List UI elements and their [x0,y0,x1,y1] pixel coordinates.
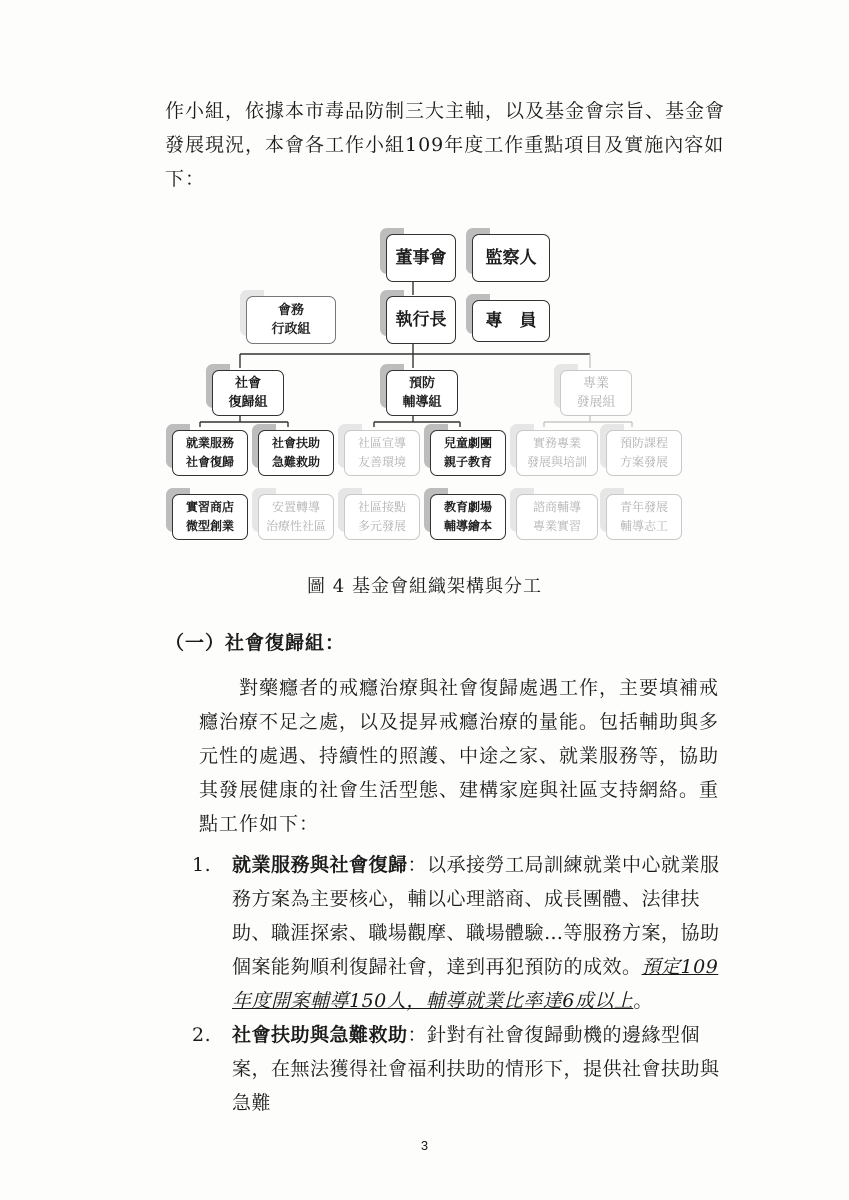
board-box: 董事會 [386,234,456,282]
intro-line: 發展現況，本會各工作小組109年度工作重點項目及實施內容如 [165,134,725,156]
task-community-advocacy: 社區宣導 友善環境 [344,430,420,476]
task-education-theater: 教育劇場 輔導繪本 [430,494,506,540]
task-social-aid: 社會扶助 急難救助 [258,430,334,476]
task-practical-training: 實務專業 發展與培訓 [516,430,598,476]
admin-group-box: 會務 行政組 [246,296,336,344]
group-prevention-guidance: 預防 輔導組 [386,370,458,416]
page-number: 3 [420,1138,429,1153]
intro-line: 作小組，依據本市毒品防制三大主軸，以及基金會宗旨、基金會 [165,100,726,122]
list-item-number: 2. [192,1024,212,1046]
list-item-body [232,848,732,1018]
task-prevention-course: 預防課程 方案發展 [606,430,682,476]
ceo-box: 執行長 [386,296,456,344]
task-placement-community: 安置轉導 治療性社區 [258,494,334,540]
list-item-number: 1. [192,854,212,876]
group-professional-development: 專業 發展組 [560,370,632,416]
group-social-reintegration: 社會 復歸組 [212,370,284,416]
section-paragraph [199,671,719,841]
intro-paragraph [165,94,735,196]
intro-line: 下： [165,168,206,190]
task-counseling-internship: 諮商輔導 專業實習 [516,494,598,540]
task-youth-volunteers: 青年發展 輔導志工 [606,494,682,540]
task-community-contact: 社區接點 多元發展 [344,494,420,540]
task-internship-store: 實習商店 微型創業 [172,494,248,540]
specialist-box: 專 員 [472,300,550,342]
supervisor-box: 監察人 [472,234,550,282]
list-item [192,848,732,1018]
list-item-body [232,1018,732,1120]
list-item [192,1018,732,1120]
list-item-title: 就業服務與社會復歸 [232,854,408,876]
task-children-theater: 兒童劇團 親子教育 [430,430,506,476]
list-item-text: ：針對有社會復歸動機的邊緣型個案，在無法獲得社會福利扶助的情形下，提供社會扶助與急難 [232,1024,720,1114]
section-paragraph-text: 對藥癮者的戒癮治療與社會復歸處遇工作，主要填補戒癮治療不足之處，以及提昇戒癮治療的量能。包括輔助與多元性的處遇、持續性的照護、中途之家、就業服務等，協助其發展健康的社會生活型態、建構家庭與社區支持網絡。重點工作如下： [199,677,720,835]
figure-caption: 圖 4 基金會組織架構與分工 [307,576,542,597]
org-chart [150,222,705,557]
list-item-title: 社會扶助與急難救助 [232,1024,408,1046]
list-item-end: 。 [633,990,653,1012]
task-employment-reintegration: 就業服務 社會復歸 [172,430,248,476]
list-item-text: ：以承接勞工局訓練就業中心就業服務方案為主要核心，輔以心理諮商、成長團體、法律扶助、職涯探索、職場觀摩、職場體驗…等服務方案，協助個案能夠順利復歸社會，達到再犯預防的成效。 [232,854,720,978]
list-item-target: 預定109年度開案輔導150人，輔導就業比率達6成以上 [232,956,719,1012]
section-title: （一）社會復歸組： [165,632,346,654]
